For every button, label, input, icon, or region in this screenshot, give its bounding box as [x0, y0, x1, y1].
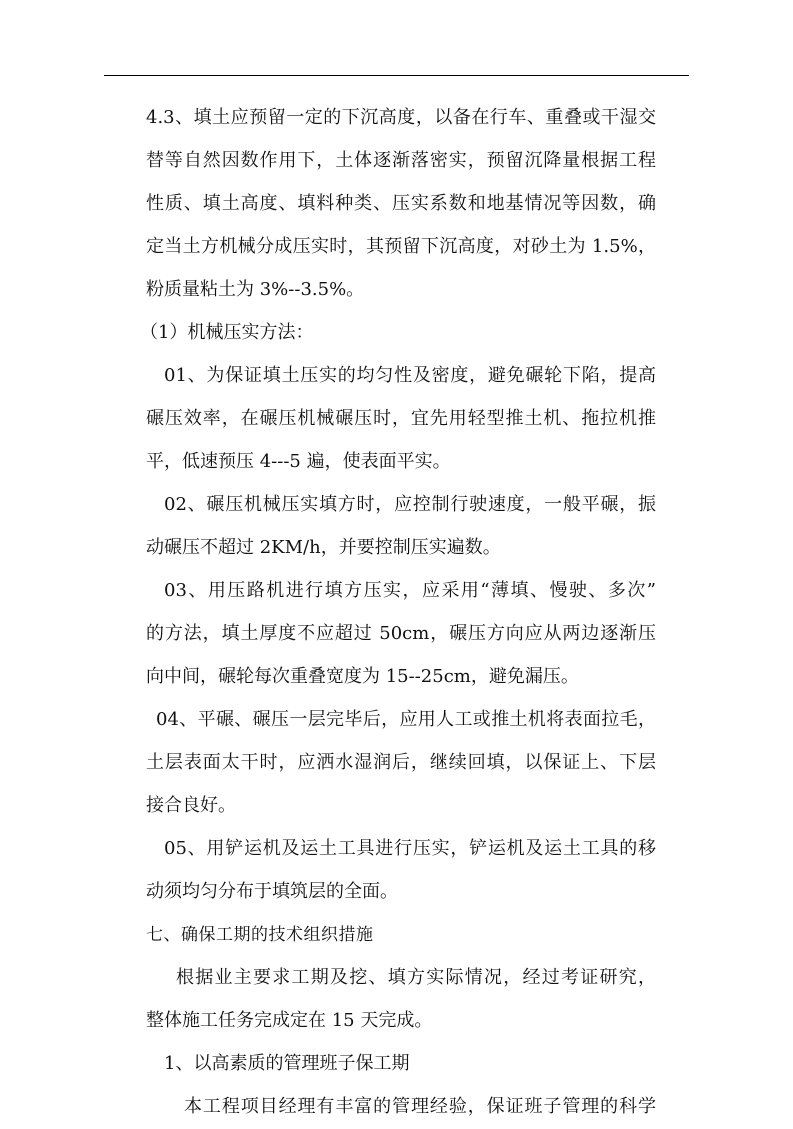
paragraph-line: 本工程项目经理有丰富的管理经验，保证班子管理的科学: [184, 1096, 656, 1117]
header-rule: [104, 75, 689, 76]
paragraph-line: 01、为保证填土压实的均匀性及密度，避免碾轮下陷，提高: [164, 365, 656, 386]
paragraph-line: 向中间，碾轮每次重叠宽度为 15--25cm，避免漏压。: [146, 666, 579, 687]
paragraph-line: 整体施工任务完成定在 15 天完成。: [146, 1010, 433, 1031]
section-heading: 七、确保工期的技术组织措施: [146, 925, 374, 945]
paragraph-line: 平，低速预压 4---5 遍，使表面平实。: [146, 451, 451, 472]
subsection-title: （1）机械压实方法：: [140, 322, 314, 343]
paragraph-line: 替等自然因数作用下，土体逐渐落密实，预留沉降量根据工程: [146, 150, 656, 171]
paragraph-line: 碾压效率，在碾压机械碾压时，宜先用轻型推土机、拖拉机推: [146, 408, 656, 429]
paragraph-line: 接合良好。: [146, 795, 236, 816]
paragraph-line: 04、平碾、碾压一层完毕后，应用人工或推土机将表面拉毛，: [156, 709, 656, 730]
paragraph-line: 定当土方机械分成压实时，其预留下沉高度，对砂土为 1.5%，: [146, 236, 656, 257]
paragraph-line: 性质、填土高度、填料种类、压实系数和地基情况等因数，确: [146, 193, 656, 214]
paragraph-line: 动碾压不超过 2KM/h，并要控制压实遍数。: [146, 537, 501, 558]
paragraph-line: 4.3、填土应预留一定的下沉高度，以备在行车、重叠或干湿交: [146, 107, 656, 128]
paragraph-line: 02、碾压机械压实填方时，应控制行驶速度，一般平碾，振: [164, 494, 656, 515]
paragraph-line: 动须均匀分布于填筑层的全面。: [146, 881, 398, 902]
paragraph-line: 的方法，填土厚度不应超过 50cm，碾压方向应从两边逐渐压: [146, 623, 656, 644]
subsection-title: 1、以高素质的管理班子保工期: [164, 1053, 410, 1074]
paragraph-line: 粉质量粘土为 3%--3.5%。: [146, 279, 365, 300]
paragraph-line: 土层表面太干时，应洒水湿润后，继续回填，以保证上、下层: [146, 752, 656, 773]
paragraph-line: 根据业主要求工期及挖、填方实际情况，经过考证研究，: [176, 967, 656, 988]
paragraph-line: 05、用铲运机及运土工具进行压实，铲运机及运土工具的移: [164, 838, 656, 859]
paragraph-line: 03、用压路机进行填方压实，应采用“薄填、慢驶、多次”: [164, 580, 656, 601]
